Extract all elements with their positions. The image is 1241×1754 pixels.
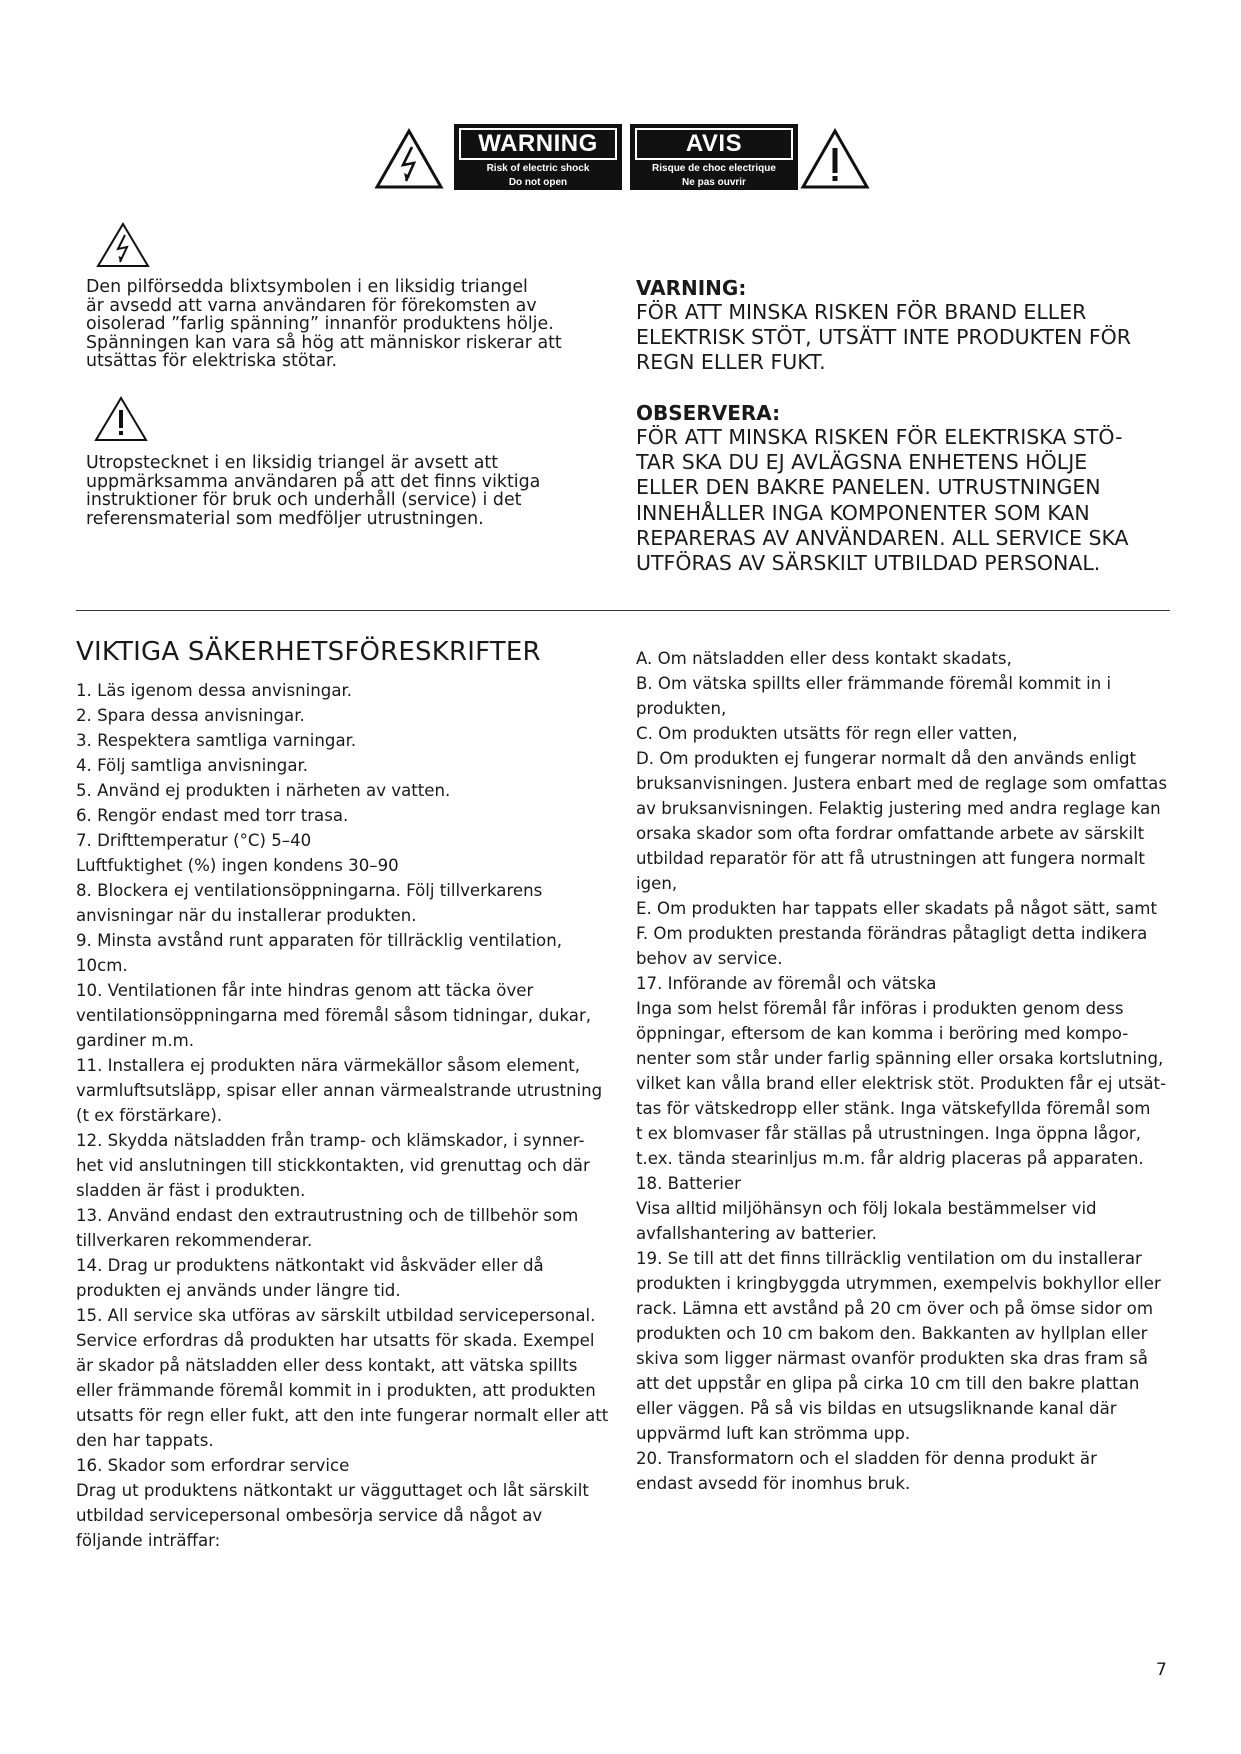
text-line: utbildad reparatör för att få utrustningen att fungera normalt xyxy=(636,849,1145,868)
text-line: produkten och 10 cm bakom den. Bakkanten av hyllplan eller xyxy=(636,1324,1148,1343)
text-line: 1. Läs igenom dessa anvisningar. xyxy=(76,681,353,700)
text-line: av bruksanvisningen. Felaktig justering med andra reglage kan xyxy=(636,799,1161,818)
text-line: vilket kan vålla brand eller elektrisk stöt. Produkten får ej utsät- xyxy=(636,1074,1167,1093)
text-line: F. Om produkten prestanda förändras påtagligt detta indikera xyxy=(636,924,1148,943)
observera-title: OBSERVERA: xyxy=(636,401,781,425)
text-line: oisolerad ”farlig spänning” innanför produktens hölje. xyxy=(86,314,554,334)
text-line: Visa alltid miljöhänsyn och följ lokala bestämmelser vid xyxy=(636,1199,1097,1218)
warning-banner xyxy=(374,124,870,194)
text-line: endast avsedd för inomhus bruk. xyxy=(636,1474,911,1493)
text-line: 17. Införande av föremål och vätska xyxy=(636,974,937,993)
text-line: 15. All service ska utföras av särskilt utbildad servicepersonal. xyxy=(76,1306,596,1325)
text-line: varmluftsutsläpp, spisar eller annan värmealstrande utrustning xyxy=(76,1081,603,1100)
text-line: 8. Blockera ej ventilationsöppningarna. Följ tillverkarens xyxy=(76,881,543,900)
text-line: Service erfordras då produkten har utsatts för skada. Exempel xyxy=(76,1331,595,1350)
text-line: anvisningar när du installerar produkten. xyxy=(76,906,417,925)
text-line: uppvärmd luft kan strömma upp. xyxy=(636,1424,911,1443)
text-line: nenter som står under farlig spänning eller orsaka kortslutning, xyxy=(636,1049,1164,1068)
text-line: ELEKTRISK STÖT, UTSÄTT INTE PRODUKTEN FÖR xyxy=(636,325,1131,350)
text-line: sladden är fäst i produkten. xyxy=(76,1181,306,1200)
safety-left-column xyxy=(76,678,616,1553)
text-line: är avsedd att varna användaren för förekomsten av xyxy=(86,295,537,316)
observera-block xyxy=(636,401,1156,576)
exclamation-symbol-description xyxy=(86,454,606,528)
text-line: 7. Drifttemperatur (°C) 5–40 xyxy=(76,831,312,850)
text-line: 13. Använd endast den extrautrustning och de tillbehör som xyxy=(76,1206,579,1225)
text-line: A. Om nätsladden eller dess kontakt skadats, xyxy=(636,649,1012,668)
exclamation-triangle-icon xyxy=(800,128,870,190)
text-line: uppmärksamma användaren på att det finns viktiga xyxy=(86,471,541,492)
varning-title: VARNING: xyxy=(636,276,747,300)
warning-sign-line2: Do not open xyxy=(508,177,568,188)
text-line: 9. Minsta avstånd runt apparaten för tillräcklig ventilation, xyxy=(76,931,562,950)
text-line: Utropstecknet i en liksidig triangel är avsett att xyxy=(86,453,499,473)
text-line: referensmaterial som medföljer utrustningen. xyxy=(86,508,484,529)
text-line: är skador på nätsladden eller dess kontakt, att vätska spillts xyxy=(76,1356,578,1375)
text-line: 19. Se till att det finns tillräcklig ventilation om du installerar xyxy=(636,1249,1142,1268)
text-line: öppningar, eftersom de kan komma i beröring med kompo- xyxy=(636,1024,1129,1043)
text-line: TAR SKA DU EJ AVLÄGSNA ENHETENS HÖLJE xyxy=(636,450,1088,475)
lightning-symbol-icon xyxy=(96,222,150,268)
text-line: 18. Batterier xyxy=(636,1174,741,1193)
text-line: 11. Installera ej produkten nära värmekällor såsom element, xyxy=(76,1056,581,1075)
text-line: rack. Lämna ett avstånd på 20 cm över och på ömse sidor om xyxy=(636,1299,1153,1318)
text-line: tillverkaren rekommenderar. xyxy=(76,1231,313,1250)
text-line: Luftfuktighet (%) ingen kondens 30–90 xyxy=(76,856,399,875)
warning-sign-line1: Risk of electric shock xyxy=(486,163,590,174)
exclamation-symbol-icon xyxy=(94,396,148,442)
text-line: E. Om produkten har tappats eller skadats på något sätt, samt xyxy=(636,899,1157,918)
text-line: ventilationsöppningarna med föremål såsom tidningar, dukar, xyxy=(76,1006,592,1025)
section-divider xyxy=(76,610,1170,611)
text-line: FÖR ATT MINSKA RISKEN FÖR ELEKTRISKA STÖ- xyxy=(636,425,1123,449)
text-line: UTFÖRAS AV SÄRSKILT UTBILDAD PERSONAL. xyxy=(636,551,1101,576)
text-line: utsättas för elektriska stötar. xyxy=(86,351,338,371)
text-line: produkten ej används under längre tid. xyxy=(76,1281,401,1300)
text-line: tas för vätskedropp eller stänk. Inga vätskefyllda föremål som xyxy=(636,1099,1151,1118)
text-line: Spänningen kan vara så hög att människor riskerar att xyxy=(86,332,562,353)
text-line: produkten i kringbyggda utrymmen, exempelvis bokhyllor eller xyxy=(636,1274,1161,1293)
avis-sign-line2: Ne pas ouvrir xyxy=(682,177,746,188)
avis-sign-line1: Risque de choc electrique xyxy=(652,163,776,174)
warning-sign xyxy=(454,124,622,190)
avis-sign-title: AVIS xyxy=(635,128,793,160)
text-line: skiva som ligger närmast ovanför produkten ska dras fram så xyxy=(636,1349,1148,1368)
text-line: REGN ELLER FUKT. xyxy=(636,350,826,375)
text-line: ELLER DEN BAKRE PANELEN. UTRUSTNINGEN xyxy=(636,475,1101,500)
text-line: INNEHÅLLER INGA KOMPONENTER SOM KAN xyxy=(636,500,1090,525)
text-line: eller väggen. På så vis bildas en utsugsliknande kanal där xyxy=(636,1399,1117,1418)
varning-block xyxy=(636,276,1156,376)
text-line: Inga som helst föremål får införas i produkten genom dess xyxy=(636,999,1124,1018)
lightning-symbol-description xyxy=(86,278,606,371)
text-line: gardiner m.m. xyxy=(76,1031,195,1050)
text-line: REPARERAS AV ANVÄNDAREN. ALL SERVICE SKA xyxy=(636,525,1129,550)
warning-sign-title: WARNING xyxy=(459,128,617,160)
text-line: den har tappats. xyxy=(76,1431,214,1450)
text-line: (t ex förstärkare). xyxy=(76,1106,223,1125)
text-line: eller främmande föremål kommit in i produkten, att produkten xyxy=(76,1381,596,1400)
text-line: 12. Skydda nätsladden från tramp- och klämskador, i synner- xyxy=(76,1131,585,1150)
text-line: produkten, xyxy=(636,699,727,718)
lightning-triangle-icon xyxy=(374,128,444,190)
text-line: 14. Drag ur produktens nätkontakt vid åskväder eller då xyxy=(76,1256,544,1275)
text-line: 10. Ventilationen får inte hindras genom att täcka över xyxy=(76,981,534,1000)
text-line: 6. Rengör endast med torr trasa. xyxy=(76,806,349,825)
text-line: C. Om produkten utsätts för regn eller vatten, xyxy=(636,724,1018,743)
text-line: FÖR ATT MINSKA RISKEN FÖR BRAND ELLER xyxy=(636,300,1087,324)
text-line: D. Om produkten ej fungerar normalt då den används enligt xyxy=(636,749,1136,768)
text-line: utbildad servicepersonal ombesörja service då något av xyxy=(76,1506,543,1525)
text-line: följande inträffar: xyxy=(76,1531,221,1550)
text-line: het vid anslutningen till stickkontakten, vid grenuttag och där xyxy=(76,1156,590,1175)
avis-sign xyxy=(630,124,798,190)
safety-right-column xyxy=(636,646,1172,1496)
text-line: 16. Skador som erfordrar service xyxy=(76,1456,350,1475)
text-line: 10cm. xyxy=(76,956,128,975)
text-line: 2. Spara dessa anvisningar. xyxy=(76,706,305,725)
text-line: behov av service. xyxy=(636,949,783,968)
text-line: igen, xyxy=(636,874,678,893)
text-line: t ex blomvaser får ställas på utrustningen. Inga öppna lågor, xyxy=(636,1124,1141,1143)
text-line: att det uppstår en glipa på cirka 10 cm till den bakre plattan xyxy=(636,1374,1140,1393)
text-line: 3. Respektera samtliga varningar. xyxy=(76,731,357,750)
text-line: t.ex. tända stearinljus m.m. får aldrig placeras på apparaten. xyxy=(636,1149,1144,1168)
safety-title: VIKTIGA SÄKERHETSFÖRESKRIFTER xyxy=(76,637,541,667)
text-line: Den pilförsedda blixtsymbolen i en liksidig triangel xyxy=(86,277,528,297)
text-line: instruktioner för bruk och underhåll (service) i det xyxy=(86,490,522,510)
text-line: utsatts för regn eller fukt, att den inte fungerar normalt eller att xyxy=(76,1406,609,1425)
text-line: B. Om vätska spillts eller främmande föremål kommit in i xyxy=(636,674,1112,693)
page-number: 7 xyxy=(1156,1660,1167,1680)
text-line: 5. Använd ej produkten i närheten av vatten. xyxy=(76,781,451,800)
text-line: avfallshantering av batterier. xyxy=(636,1224,877,1243)
text-line: bruksanvisningen. Justera enbart med de reglage som omfattas xyxy=(636,774,1167,793)
text-line: orsaka skador som ofta fordrar omfattande arbete av särskilt xyxy=(636,824,1145,843)
text-line: 4. Följ samtliga anvisningar. xyxy=(76,756,309,775)
text-line: 20. Transformatorn och el sladden för denna produkt är xyxy=(636,1449,1097,1468)
text-line: Drag ut produktens nätkontakt ur vägguttaget och låt särskilt xyxy=(76,1481,589,1500)
